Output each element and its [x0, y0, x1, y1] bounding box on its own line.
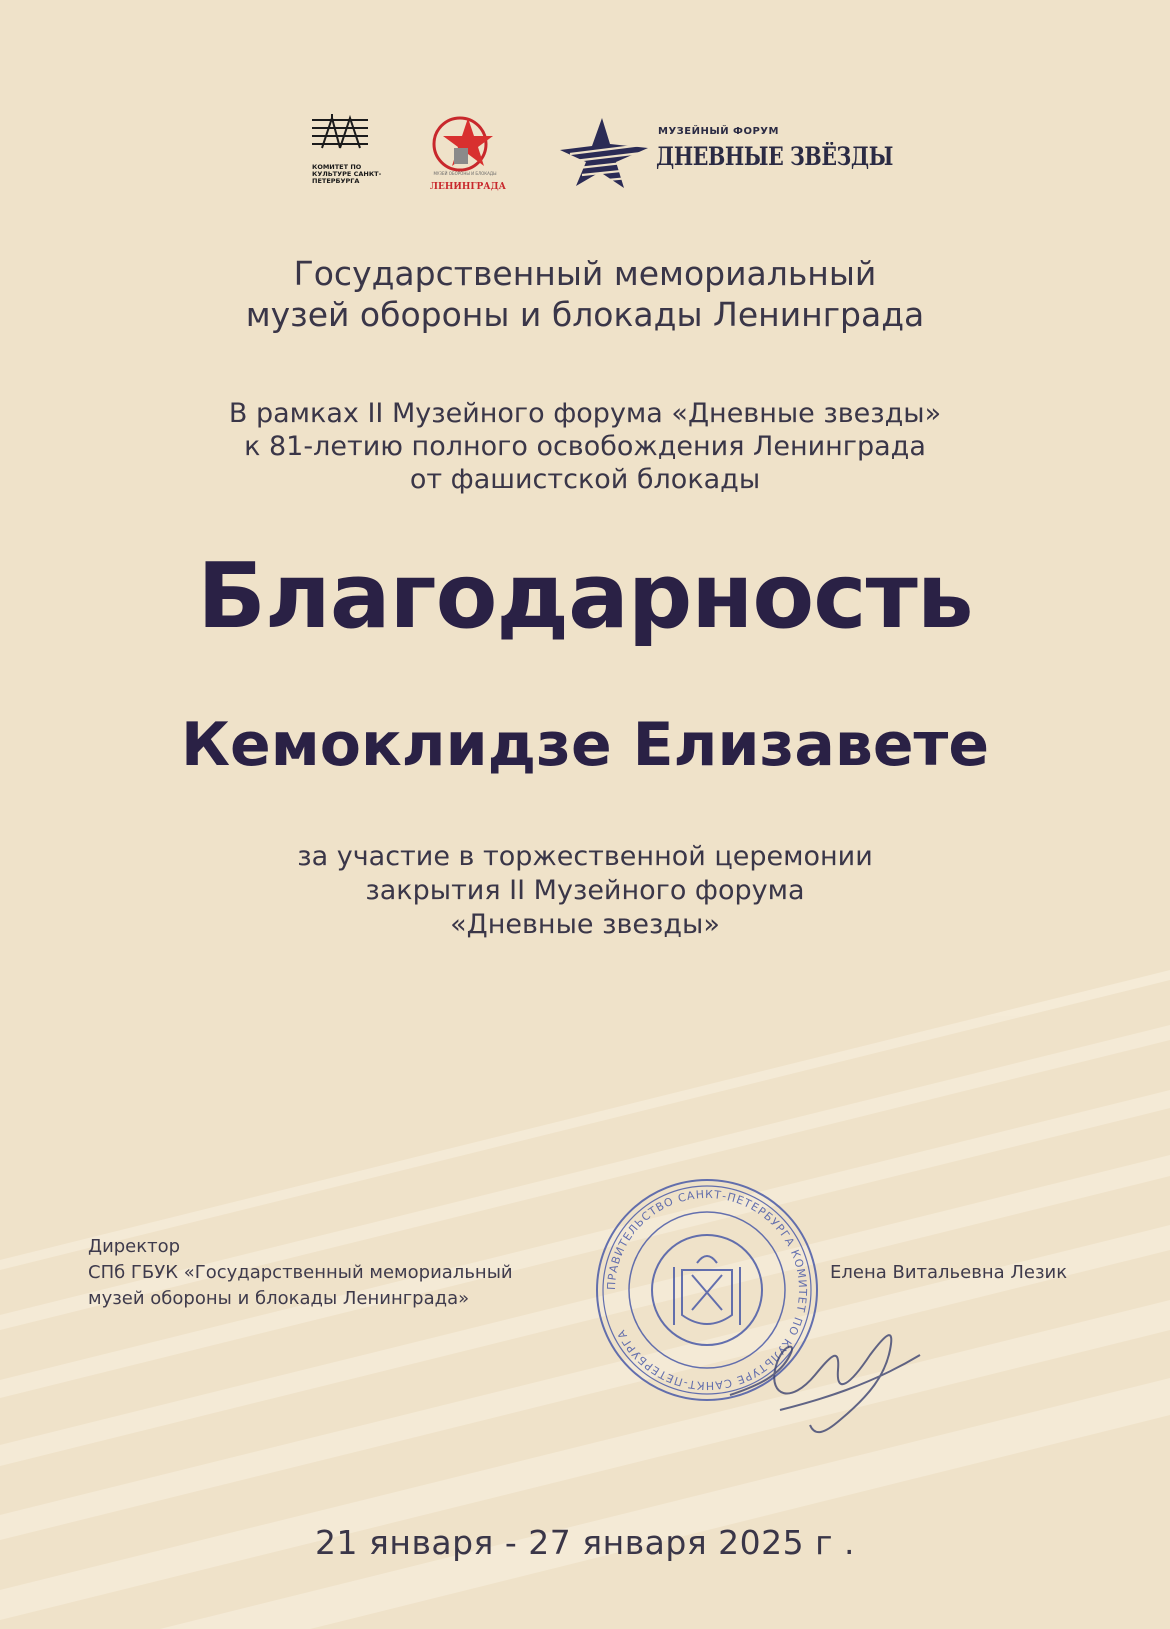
signature: [720, 1315, 940, 1445]
recipient-name: Кемоклидзе Елизавете: [180, 710, 990, 780]
signer-name: Елена Витальевна Лезик: [830, 1262, 1068, 1283]
svg-text:МУЗЕЙ ОБОРОНЫ И БЛОКАДЫ: МУЗЕЙ ОБОРОНЫ И БЛОКАДЫ: [433, 171, 497, 176]
reason-line: «Дневные звезды»: [450, 909, 720, 940]
museum-name: [0, 253, 1170, 335]
forum-logo-title: ДНЕВНЫЕ ЗВЁЗДЫ: [656, 142, 893, 171]
reason-text: [0, 840, 1170, 942]
director-line: СПб ГБУК «Государственный мемориальный: [88, 1262, 513, 1283]
director-line: музей обороны и блокады Ленинграда»: [88, 1288, 470, 1309]
forum-logo-subtitle: МУЗЕЙНЫЙ ФОРУМ: [658, 126, 779, 137]
director-line: Директор: [88, 1236, 181, 1257]
museum-logo-text: ЛЕНИНГРАДА: [430, 182, 506, 192]
museum-name-line: музей обороны и блокады Ленинграда: [245, 295, 925, 334]
intro-text: [0, 397, 1170, 496]
event-dates: 21 января - 27 января 2025 г .: [315, 1523, 855, 1562]
director-title: [88, 1234, 513, 1312]
intro-line: к 81-летию полного освобождения Ленинграда: [244, 431, 926, 462]
reason-line: закрытия II Музейного форума: [365, 875, 805, 906]
reason-line: за участие в торжественной церемонии: [297, 841, 873, 872]
committee-logo-text: КОМИТЕТ ПО КУЛЬТУРЕ САНКТ-ПЕТЕРБУРГА: [312, 163, 382, 185]
committee-logo: [310, 114, 380, 194]
certificate-title: Благодарность: [197, 544, 973, 649]
forum-logo: [560, 114, 893, 194]
museum-name-line: Государственный мемориальный: [293, 254, 877, 293]
intro-line: В рамках II Музейного форума «Дневные звезды»: [228, 398, 942, 429]
star-icon: [560, 114, 655, 194]
museum-logo: [430, 114, 506, 198]
intro-line: от фашистской блокады: [409, 464, 761, 495]
stamp-text: ПРАВИТЕЛЬСТВО САНКТ-ПЕТЕРБУРГА КОМИТЕТ ПО КУЛЬТУРЕ САНКТ-ПЕТЕРБУРГА: [604, 1187, 810, 1393]
logo-bar: [0, 108, 1170, 198]
